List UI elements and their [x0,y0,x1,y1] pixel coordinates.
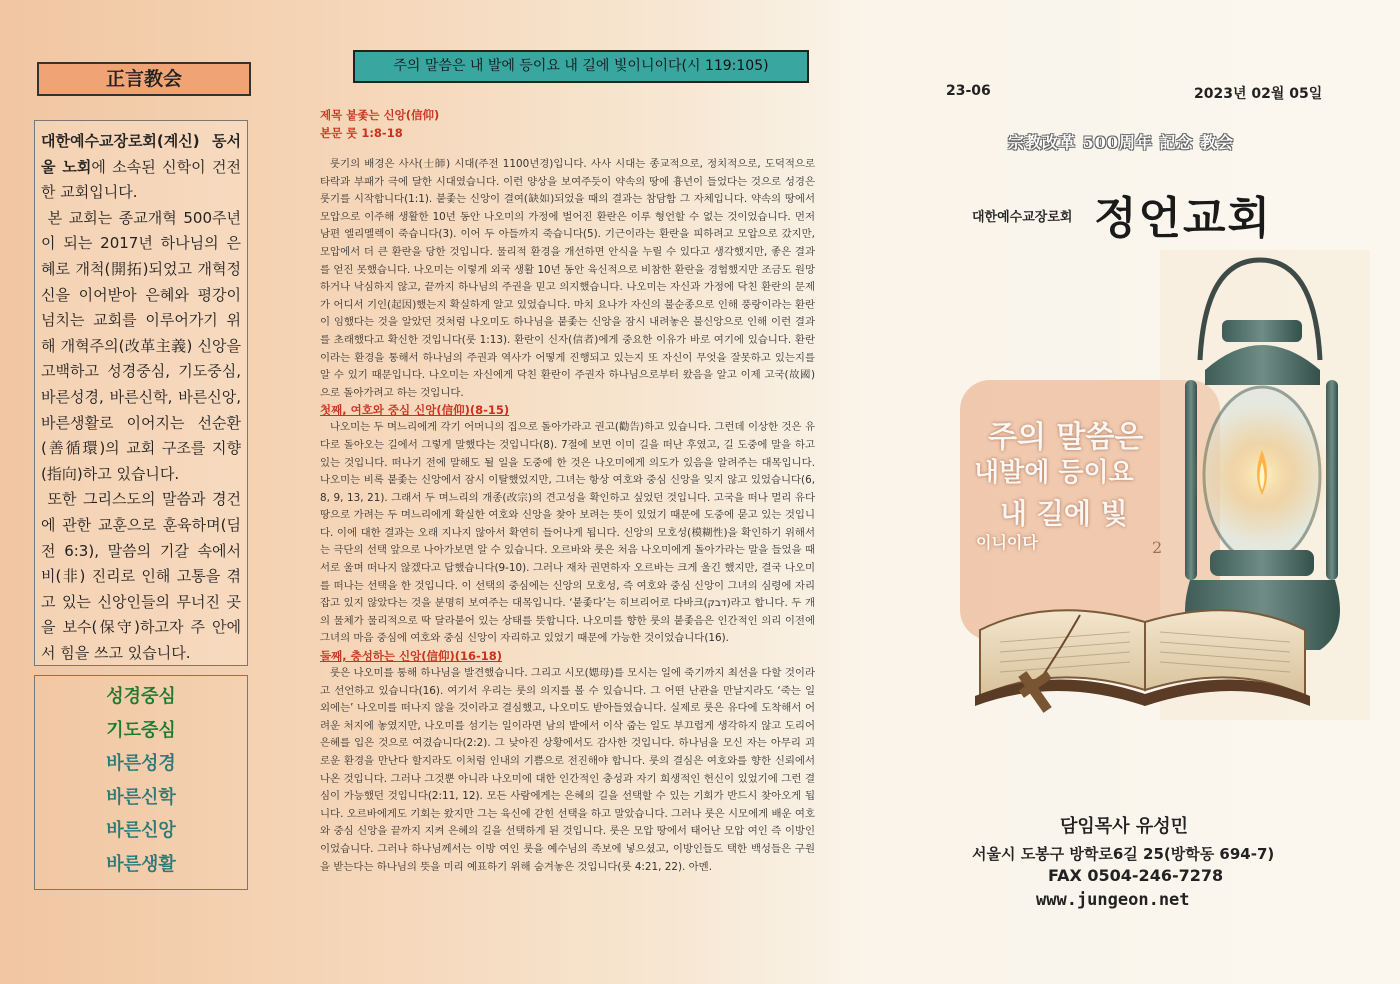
section-body-1: 나오미는 두 며느리에게 각기 어머니의 집으로 돌아가라고 권고(勸告)하고 있습니다. 그런데 이상한 것은 유다로 돌아오는 길에서 그렇게 말했다는 것입니다(8). 7절에 보면 이미 길을 떠난 후였고, 길 도중에 말을 하고 있는 것입니다. 떠나기 전에 말해도 될 일을 도중에 한 것은 나오미에게 의도가 있음을 알려주는 대목입니다. 나오미는 비록 붙좇는 신앙에서 잠시 이탈했었지만, 그녀는 항상 여호와 중심 신앙을 잊지 않고 있었습니다(6, 8, 9, 13, 21). 그래서 두 며느리의 개종(改宗)의 견고성을 확인하고 싶었던 것입니다. 고국을 떠나 멀리 유다 땅으로 가려는 두 며느리에게 확실한 여호와 신앙을 찾아 보려는 뜻이 있었기 때문에 도중에 묻고 있는 것입니다. 이에 대한 결과는 오래 지나지 않아서 확연히 들어나게 됩니다. 신앙의 모호성(模糊性)을 확인하기 위해서는 극단의 선택 앞으로 나아가보면 알 수 있습니다. 오르바와 룻은 처음 나오미에게 돌아가라는 말을 들었을 때 서로 울며 떠나지 않겠다고 답했습니다(9-10). 그러나 재차 권면하자 오르바는 크게 울긴 했지만, 결국 나오미를 떠나는 선택을 한 것입니다. 이 선택의 중심에는 신앙의 모호성, 즉 여호와 중심 신앙이 그녀의 심령에 자리 잡고 있지 않았다는 것을 분명히 보여주는 대목입니다. ‘붙좇다’는 히브리어로 다바크(דבק)라고 합니다. 두 개의 물체가 물리적으로 딱 달라붙어 있는 상태를 뜻합니다. 나오미를 향한 룻의 붙좇음은 인간적인 의리 이전에 그녀의 마음 중심에 여호와 중심 신앙이 자리하고 있었기 때문에 가능한 것이었습니다(16). [320,421,816,645]
intro-paragraph-1 [41,129,241,206]
pastor-name: 담임목사 유성민 [1060,816,1188,837]
church-intro-box [34,120,248,666]
fax-number: FAX 0504-246-7278 [1048,866,1224,885]
section-body-2: 룻은 나오미를 통해 하나님을 발견했습니다. 그리고 시모(媤母)를 모시는 일에 죽기까지 최선을 다할 것이라고 선언하고 있습니다(16). 여기서 우리는 룻의 의지를 볼 수 있습니다. 그 어떤 난관을 만날지라도 ‘죽는 일 외에는’ 나오미를 떠나지 않을 것이라고 결심했고, 나오미도 받아들였습니다. 실제로 룻은 유다에 도착해서 어려운 처지에 놓였지만, 나오미를 섬기는 일이라면 남의 밭에서 이삭 줍는 일도 부끄럽게 생각하지 않고 도리어 은혜를 입은 것으로 여겼습니다(2:2). 그 낮아진 상황에서도 감사한 것입니다. 하나님을 모신 자는 아무리 괴로운 환경을 만난다 할지라도 이처럼 인내의 기쁨으로 전진해야 합니다. 룻의 결심은 여호와를 향한 신뢰에서 나온 것입니다. 그러나 그것뿐 아니라 나오미에 대한 인간적인 충성과 자기 희생적인 헌신이 있었기에 그런 결심이 가능했던 것입니다(2:11, 12). 모든 사람에게는 은혜의 길을 선택할 수 있는 기회가 반드시 찾아오게 됩니다. 오르바에게도 기회는 왔지만 그는 육신에 갇힌 선택을 하고 말았습니다. 그러나 룻은 시모에게 배운 여호와 중심 신앙을 끝까지 지켜 은혜의 길을 선택하게 된 것입니다. 룻은 모압 땅에서 태어난 모압 여인 즉 이방인이었습니다. 그러나 하나님께서는 이방 여인 룻을 예수님의 족보에 넣으셨고, 이방인들도 택한 백성들은 구원을 받는다는 하나님의 뜻을 미리 예표하기 위해 숨겨놓은 것입니다(룻 4:21, 22). 아멘. [320,667,815,873]
core-values-box [34,675,248,890]
intro-text-3: 또한 그리스도의 말씀과 경건에 관한 교훈으로 훈육하며(딤전 6:3), 말씀의 기갈 속에서 비(非) 진리로 인해 고통을 겪고 있는 신앙인들의 무너진 곳을 보수(保守)하고자 주 안에서 힘을 쓰고 있습니다. [41,490,241,662]
church-name: 정언교회 [1094,193,1273,244]
sermon-column [320,106,815,876]
sermon-passage: 본문 룻 1:8-18 [320,126,403,140]
illustration-text-line-4: 이니이다 [976,533,1038,552]
website-link[interactable]: www.jungeon.net [1036,890,1190,910]
illustration-text-line-3: 내 길에 빛 [1000,497,1128,530]
intro-paragraph-3 [41,487,241,666]
section-heading-1: 첫째, 여호와 중심 신앙(信仰)(8-15) [320,403,510,418]
value-item: 바른성경 [106,753,176,774]
intro-text-2: 본 교회는 종교개혁 500주년이 되는 2017년 하나님의 은혜로 개척(開拓)되었고 개혁정신을 이어받아 은혜와 평강이 넘치는 교회를 이루어가기 위해 개혁주의(改革主義) 신앙을 고백하고 성경중심, 기도중심, 바른성경, 바른신학, 바른신앙, 바른생활로 이어지는 선순환(善循環)의 교회 구조를 지향(指向)하고 있습니다. [41,208,241,483]
denomination-label: 대한예수교장로회 [972,210,1073,225]
intro-text-1: 에 소속된 신학이 건전한 교회입니다. [41,157,241,202]
illustration-page-number: 2 [1152,538,1163,557]
value-item: 바른신학 [106,786,176,808]
illustration-text-line-2: 내발에 등이요 [974,458,1134,488]
sermon-intro-paragraph: 룻기의 배경은 사사(士師) 시대(주전 1100년경)입니다. 사사 시대는 종교적으로, 정치적으로, 도덕적으로 타락과 부패가 극에 달한 시대였습니다. 이런 양상을 보여주듯이 약속의 땅에 흉년이 들었다는 것으로 성경은 룻기를 시작합니다(1:1). 붙좇는 신앙이 결여(缺如)되었을 때의 결과는 참담함 그 자체입니다. 약속의 땅에서 모압으로 이주해 생활한 10년 동안 나오미의 가정에 벌어진 환란은 이루 형언할 수 없는 것이었습니다. 먼저 남편 엘리멜렉이 죽습니다(3). 이어 두 아들까지 죽습니다(5). 기근이라는 환란을 피하려고 모압으로 갔지만, 모압에서 더 큰 환란을 당한 것입니다. 물리적 환경을 개선하면 안식을 누릴 수 있다고 생각했지만, 좋은 결과를 얻진 못했습니다. 나오미는 이렇게 외국 생활 10년 동안 육신적으로 비참한 환란을 경험했지만 조금도 원망하거나 낙심하지 않고, 끝까지 하나님의 주권을 믿고 의지했습니다. 나오미는 자신과 가정에 닥친 환란의 문제가 어디서 기인(起因)했는지 확실하게 알고 있었습니다. 마치 요나가 자신의 불순종으로 인해 풍랑이라는 환란이 임했다는 것을 알았던 것처럼 나오미도 하나님을 붙좇는 신앙을 잠시 내려놓은 불신앙으로 인해 이런 결과를 초래했다고 확신한 것입니다(룻 1:13). 환란이 신자(信者)에게 중요한 이유가 바로 여기에 있습니다. 환란이라는 환경을 통해서 하나님의 주권과 역사가 어떻게 진행되고 있는지 또 자신이 무엇을 잘못하고 있는지를 알 수 있기 때문입니다. 나오미는 자신에게 닥친 환란이 주권자 하나님으로부터 왔음을 알고 이제 고국(故國)으로 돌아가려고 하는 것입니다. [320,158,815,399]
issue-date: 2023년 02월 05일 [1194,86,1323,102]
church-address: 서울시 도봉구 방학로6길 25(방학동 694-7) [972,845,1275,863]
anniversary-banner: 宗教改革 500周年 記念 教会 [1008,133,1235,152]
value-item: 바른생활 [106,853,176,875]
value-item: 바른신앙 [106,820,176,841]
value-item: 기도중심 [106,719,176,741]
illustration-text-line-1: 주의 말씀은 [988,420,1144,455]
intro-paragraph-2 [41,206,241,488]
intro-denomination: 대한예수교장로회(계신) 동서울 노회 [41,132,241,176]
value-item: 성경중심 [106,686,176,707]
issue-number: 23-06 [946,83,991,99]
verse-banner: 주의 말씀은 내 발에 등이요 내 길에 빛이니이다(시 119:105) [353,50,809,83]
section-heading-2: 둘째, 충성하는 신앙(信仰)(16-18) [320,649,503,664]
sermon-title: 제목 붙좇는 신앙(信仰) [320,108,440,122]
church-hanja-tag: 正言教会 [37,62,251,96]
lantern-bible-illustration [960,250,1370,720]
